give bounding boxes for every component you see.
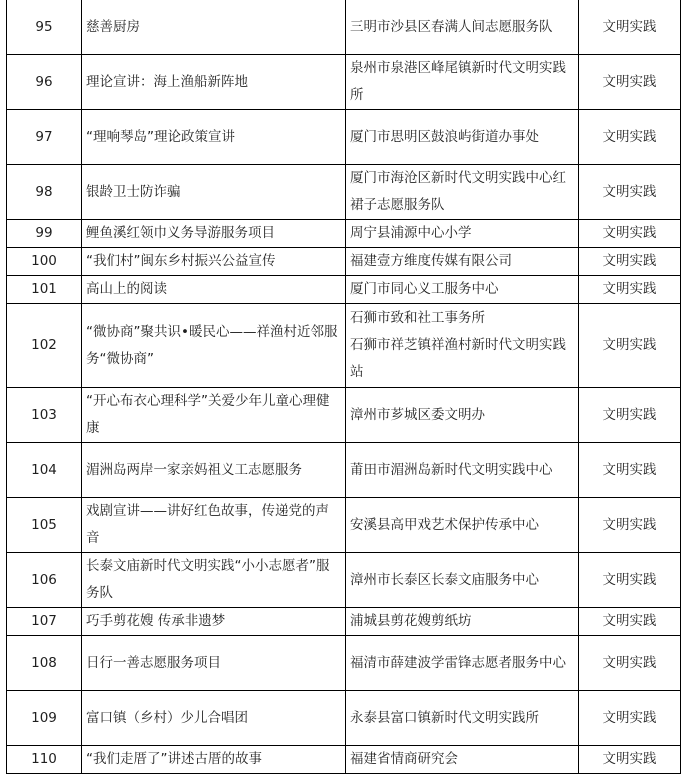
row-number: 100 [7, 248, 82, 276]
row-number: 103 [7, 388, 82, 443]
category-label: 文明实践 [579, 498, 681, 553]
category-label: 文明实践 [579, 276, 681, 304]
table-row [7, 110, 681, 165]
project-name: 鲤鱼溪红领巾义务导游服务项目 [82, 220, 346, 248]
project-name: 理论宣讲：海上渔船新阵地 [82, 55, 346, 110]
category-label: 文明实践 [579, 553, 681, 608]
organization-name: 福建省情商研究会 [346, 746, 579, 774]
project-name: 长泰文庙新时代文明实践“小小志愿者”服务队 [82, 553, 346, 608]
category-label: 文明实践 [579, 165, 681, 220]
category-label: 文明实践 [579, 110, 681, 165]
table-row [7, 691, 681, 746]
project-name: “我们走厝了”讲述古厝的故事 [82, 746, 346, 774]
project-table [6, 0, 681, 774]
category-label: 文明实践 [579, 388, 681, 443]
project-name: 戏剧宣讲——讲好红色故事，传递党的声音 [82, 498, 346, 553]
row-number: 96 [7, 55, 82, 110]
row-number: 102 [7, 304, 82, 388]
table-row [7, 276, 681, 304]
category-label: 文明实践 [579, 443, 681, 498]
row-number: 105 [7, 498, 82, 553]
table-row [7, 746, 681, 774]
organization-name: 安溪县高甲戏艺术保护传承中心 [346, 498, 579, 553]
organization-name: 三明市沙县区春满人间志愿服务队 [346, 0, 579, 55]
table-row [7, 55, 681, 110]
row-number: 101 [7, 276, 82, 304]
table-row [7, 220, 681, 248]
category-label: 文明实践 [579, 691, 681, 746]
row-number: 107 [7, 608, 82, 636]
table-row [7, 0, 681, 55]
row-number: 99 [7, 220, 82, 248]
category-label: 文明实践 [579, 636, 681, 691]
project-name: 富口镇（乡村）少儿合唱团 [82, 691, 346, 746]
organization-name: 莆田市湄洲岛新时代文明实践中心 [346, 443, 579, 498]
organization-name: 周宁县浦源中心小学 [346, 220, 579, 248]
row-number: 95 [7, 0, 82, 55]
category-label: 文明实践 [579, 248, 681, 276]
category-label: 文明实践 [579, 55, 681, 110]
organization-name: 永泰县富口镇新时代文明实践所 [346, 691, 579, 746]
project-name: 巧手剪花嫂 传承非遗梦 [82, 608, 346, 636]
project-name: 湄洲岛两岸一家亲妈祖义工志愿服务 [82, 443, 346, 498]
project-name: “开心布衣心理科学”关爱少年儿童心理健康 [82, 388, 346, 443]
organization-name: 石狮市致和社工事务所 石狮市祥芝镇祥渔村新时代文明实践站 [346, 304, 579, 388]
organization-name: 福建壹方维度传媒有限公司 [346, 248, 579, 276]
table-row [7, 498, 681, 553]
organization-name: 漳州市长泰区长泰文庙服务中心 [346, 553, 579, 608]
category-label: 文明实践 [579, 0, 681, 55]
category-label: 文明实践 [579, 608, 681, 636]
project-name: “理响琴岛”理论政策宣讲 [82, 110, 346, 165]
organization-name: 厦门市海沧区新时代文明实践中心红裙子志愿服务队 [346, 165, 579, 220]
organization-name: 漳州市芗城区委文明办 [346, 388, 579, 443]
table-row [7, 636, 681, 691]
category-label: 文明实践 [579, 220, 681, 248]
organization-name: 浦城县剪花嫂剪纸坊 [346, 608, 579, 636]
organization-name: 厦门市思明区鼓浪屿街道办事处 [346, 110, 579, 165]
category-label: 文明实践 [579, 746, 681, 774]
row-number: 108 [7, 636, 82, 691]
project-name: “微协商”聚共识•暖民心——祥渔村近邻服务“微协商” [82, 304, 346, 388]
table-body [7, 0, 681, 774]
row-number: 97 [7, 110, 82, 165]
project-name: 高山上的阅读 [82, 276, 346, 304]
category-label: 文明实践 [579, 304, 681, 388]
organization-name: 厦门市同心义工服务中心 [346, 276, 579, 304]
table-row [7, 248, 681, 276]
table-row [7, 608, 681, 636]
organization-name: 福清市薛建波学雷锋志愿者服务中心 [346, 636, 579, 691]
row-number: 110 [7, 746, 82, 774]
row-number: 104 [7, 443, 82, 498]
organization-name: 泉州市泉港区峰尾镇新时代文明实践所 [346, 55, 579, 110]
row-number: 98 [7, 165, 82, 220]
project-name: 慈善厨房 [82, 0, 346, 55]
project-name: 日行一善志愿服务项目 [82, 636, 346, 691]
table-row [7, 443, 681, 498]
table-row [7, 165, 681, 220]
project-name: 银龄卫士防诈骗 [82, 165, 346, 220]
table-row [7, 388, 681, 443]
table-row [7, 553, 681, 608]
row-number: 106 [7, 553, 82, 608]
row-number: 109 [7, 691, 82, 746]
table-row [7, 304, 681, 388]
project-name: “我们村”闽东乡村振兴公益宣传 [82, 248, 346, 276]
